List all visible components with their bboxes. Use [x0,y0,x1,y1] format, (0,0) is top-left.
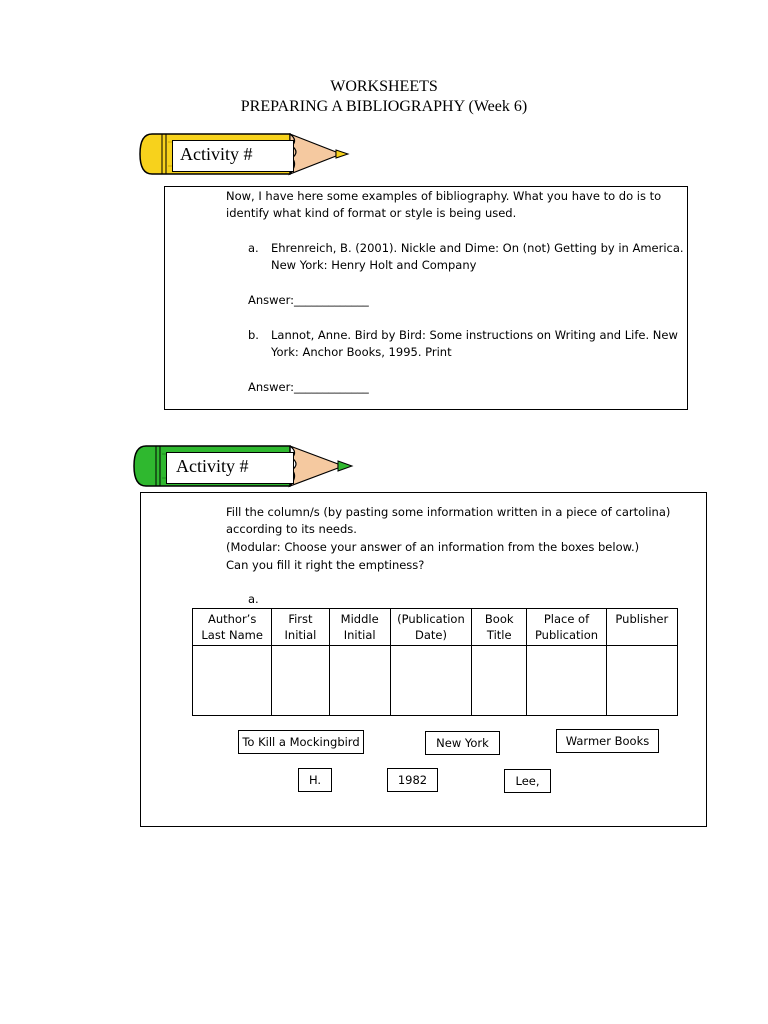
worksheet-subtitle: PREPARING A BIBLIOGRAPHY (Week 6) [240,98,528,115]
activity-2-intro-line-2: according to its needs. [226,522,357,536]
activity-1-label: Activity # [180,144,253,164]
activity-1-intro-line-1: Now, I have here some examples of bibliography. What you have to do is to [226,189,662,203]
table-header-row [193,609,678,646]
item-a-letter: a. [248,241,259,255]
item-b-letter: b. [248,328,259,342]
activity-2-intro-line-1: Fill the column/s (by pasting some information written in a piece of cartolina) [226,505,671,519]
col-book-title: Book Title [472,609,527,646]
answer-cell[interactable] [193,646,272,716]
col-author-last-name: Author’s Last Name [193,609,272,646]
item-a-answer: Answer:_____________ [248,293,369,307]
item-a-line-2: New York: Henry Holt and Company [271,258,477,272]
col-publisher: Publisher [606,609,677,646]
table-item-letter: a. [248,592,259,606]
answer-cell[interactable] [390,646,471,716]
col-publication-date: (Publication Date) [390,609,471,646]
answer-cell[interactable] [527,646,606,716]
choice-box-to-kill-a-mockingbird[interactable]: To Kill a Mockingbird [238,730,364,754]
answer-cell[interactable] [606,646,677,716]
activity-2-intro-line-3: (Modular: Choose your answer of an information from the boxes below.) [226,540,640,554]
col-place-of-publication: Place of Publication [527,609,606,646]
col-first-initial: First Initial [272,609,329,646]
item-b-line-2: York: Anchor Books, 1995. Print [271,345,452,359]
activity-2-label: Activity # [176,456,249,476]
item-b-line-1: Lannot, Anne. Bird by Bird: Some instructions on Writing and Life. New [271,328,678,342]
choice-box-warmer-books[interactable]: Warmer Books [556,729,659,753]
activity-1-intro-line-2: identify what kind of format or style is being used. [226,206,517,220]
worksheet-title: WORKSHEETS [330,78,438,95]
choice-box-new-york[interactable]: New York [425,731,500,755]
answer-cell[interactable] [329,646,390,716]
item-b-answer: Answer:_____________ [248,380,369,394]
item-a-line-1: Ehrenreich, B. (2001). Nickle and Dime: On (not) Getting by in America. [271,241,684,255]
table-answer-row [193,646,678,716]
answer-cell[interactable] [272,646,329,716]
bibliography-table [192,608,678,716]
choice-box-h[interactable]: H. [298,768,332,792]
choice-box-lee[interactable]: Lee, [504,769,551,793]
activity-2-intro-line-4: Can you fill it right the emptiness? [226,558,425,572]
col-middle-initial: Middle Initial [329,609,390,646]
choice-box-1982[interactable]: 1982 [387,768,438,792]
answer-cell[interactable] [472,646,527,716]
